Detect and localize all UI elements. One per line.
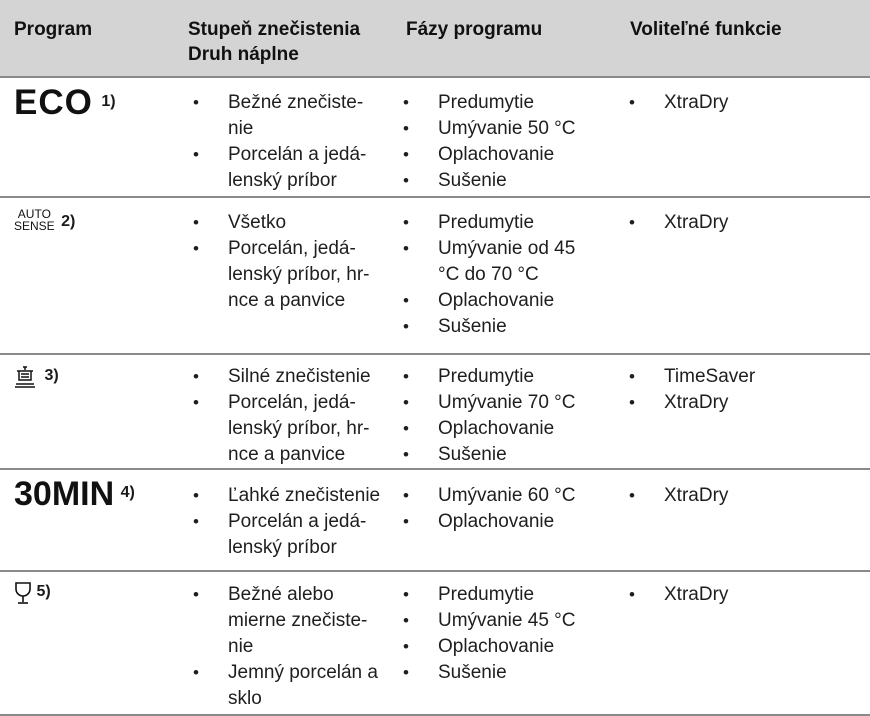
list-item: • Oplachovanie	[398, 288, 623, 314]
list-item: • XtraDry	[624, 582, 864, 608]
list-item: • Umývanie 70 °C	[398, 390, 623, 416]
list-item: • Umývanie 60 °C	[398, 483, 623, 509]
list-item: • Predumytie	[398, 90, 623, 116]
options-list	[624, 90, 864, 116]
phase-item: Umývanie od 45 °C do 70 °C	[438, 238, 576, 285]
soil-item: Silné znečistenie	[228, 366, 371, 387]
program-intensive	[14, 365, 59, 389]
footnote-ref: 3)	[44, 367, 59, 385]
soil-list	[188, 483, 403, 561]
list-item: • Predumytie	[398, 582, 623, 608]
phases-list	[398, 210, 623, 340]
list-item: • Sušenie	[398, 660, 623, 686]
soil-list	[188, 210, 403, 314]
list-item	[188, 90, 403, 142]
list-item: • Oplachovanie	[398, 634, 623, 660]
soil-item: Všetko	[228, 212, 287, 233]
list-item	[188, 582, 403, 660]
program-auto-sense-label	[14, 208, 55, 232]
header-phases: Fázy programu	[406, 19, 543, 40]
phases-list	[398, 364, 623, 468]
program-30min-label: 30MIN	[14, 475, 115, 513]
list-item	[188, 509, 403, 561]
soil-list	[188, 90, 403, 194]
program-30min	[14, 475, 133, 514]
soil-item: Ľahké znečistenie	[228, 485, 381, 506]
list-item: • Umývanie 50 °C	[398, 116, 623, 142]
phases-list	[398, 483, 623, 535]
soil-list	[188, 364, 403, 468]
list-item: • XtraDry	[624, 90, 864, 116]
soil-item: Bežné znečiste- nie	[228, 92, 364, 139]
list-item: • Sušenie	[398, 314, 623, 340]
list-item: • Oplachovanie	[398, 416, 623, 442]
list-item: • Umývanie 45 °C	[398, 608, 623, 634]
list-item	[188, 390, 403, 468]
sense-label: SENSE	[14, 219, 55, 233]
options-list	[624, 582, 864, 608]
header-program: Program	[14, 19, 93, 40]
footnote-ref: 2)	[61, 213, 76, 230]
list-item: • Sušenie	[398, 168, 623, 194]
footnote-ref: 1)	[101, 93, 116, 110]
soil-item: Porcelán a jedá- lenský príbor	[228, 144, 367, 191]
list-item: • Oplachovanie	[398, 509, 623, 535]
soil-item: Porcelán a jedá- lenský príbor	[228, 511, 367, 558]
footnote-ref: 4)	[120, 484, 135, 501]
header-soil-level	[188, 17, 360, 67]
table-row	[0, 572, 870, 716]
glass-icon	[14, 581, 32, 605]
options-list	[624, 483, 864, 509]
list-item: • Sušenie	[398, 442, 623, 468]
list-item	[188, 236, 403, 314]
list-item: • XtraDry	[624, 210, 864, 236]
table-row	[0, 198, 870, 353]
list-item: • XtraDry	[624, 483, 864, 509]
list-item	[398, 236, 623, 288]
list-item	[188, 483, 403, 509]
header-soil-line1: Stupeň znečistenia	[188, 19, 361, 40]
options-list	[624, 210, 864, 236]
soil-item: Bežné alebo mierne znečiste- nie	[228, 584, 368, 657]
list-item: • XtraDry	[624, 390, 864, 416]
list-item: • TimeSaver	[624, 364, 864, 390]
program-glass	[14, 581, 51, 605]
auto-label: AUTO	[17, 207, 51, 221]
table-row	[0, 355, 870, 468]
pot-icon	[14, 365, 36, 389]
phases-list	[398, 90, 623, 194]
list-item: • Oplachovanie	[398, 142, 623, 168]
table-row	[0, 78, 870, 196]
soil-item: Porcelán, jedá- lenský príbor, hr- nce a panvice	[228, 392, 370, 465]
header-options: Voliteľné funkcie	[630, 19, 782, 40]
program-eco	[14, 83, 116, 123]
soil-item: Porcelán, jedá- lenský príbor, hr- nce a panvice	[228, 238, 370, 311]
header-load-type: Druh náplne	[188, 44, 299, 65]
soil-item: Jemný porcelán a sklo	[228, 662, 378, 709]
options-list	[624, 364, 864, 416]
list-item	[188, 210, 403, 236]
list-item: • Predumytie	[398, 210, 623, 236]
phases-list	[398, 582, 623, 686]
list-item	[188, 364, 403, 390]
program-auto-sense	[14, 207, 76, 235]
list-item	[188, 142, 403, 194]
program-eco-label: ECO	[14, 83, 93, 122]
table-header	[0, 0, 870, 76]
list-item: • Predumytie	[398, 364, 623, 390]
list-item	[188, 660, 403, 712]
table-row	[0, 470, 870, 570]
footnote-ref: 5)	[36, 583, 51, 601]
soil-list	[188, 582, 403, 712]
